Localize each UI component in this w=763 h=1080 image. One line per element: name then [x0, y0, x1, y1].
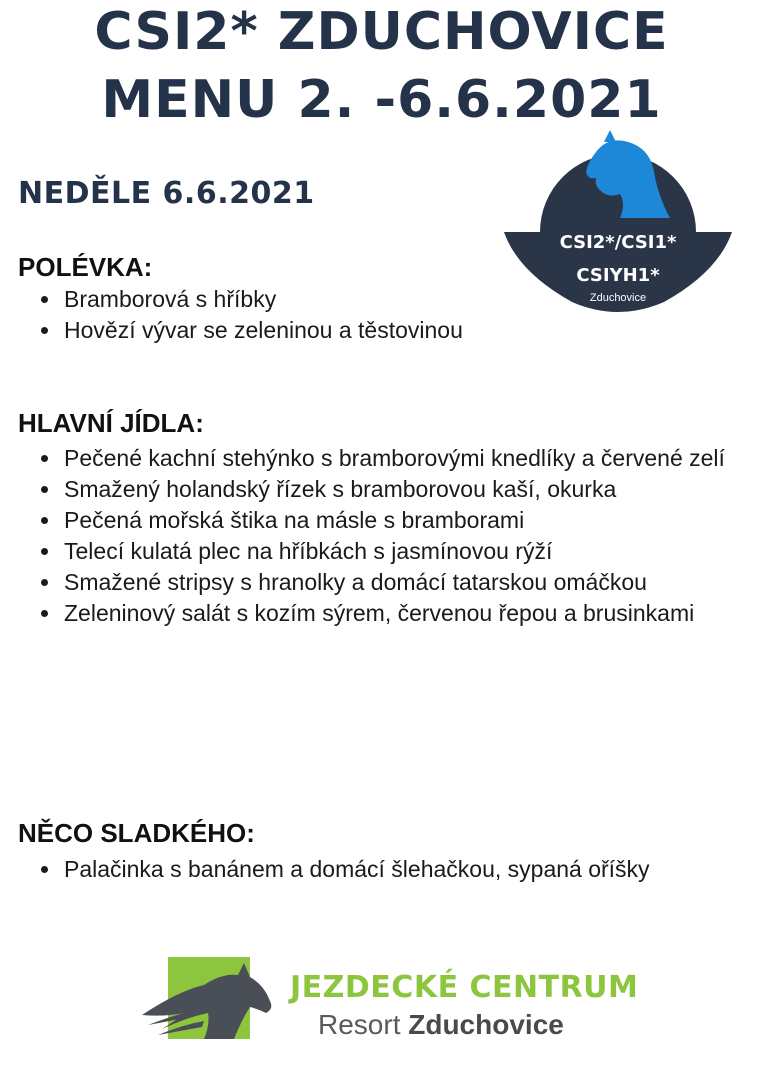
list-item: • Smažený holandský řízek s bramborovou kaší, okurka — [62, 474, 763, 505]
logo-subtitle — [318, 1009, 564, 1041]
badge-line-3: Zduchovice — [589, 292, 647, 304]
list-item: • Smažené stripsy s hranolky a domácí tatarskou omáčkou — [62, 567, 763, 598]
list-item: • Telecí kulatá plec na hříbkách s jasmínovou rýží — [62, 536, 763, 567]
list-item: • Pečená mořská štika na másle s bramborami — [62, 505, 763, 536]
section-heading-main: HLAVNÍ JÍDLA: — [18, 408, 204, 438]
dessert-list — [30, 854, 763, 885]
logo-subtitle-bold: Zduchovice — [408, 1009, 564, 1040]
badge-line-2: CSIYH1* — [576, 265, 660, 286]
day-heading: NEDĚLE 6.6.2021 — [18, 176, 315, 211]
section-heading-soup: POLÉVKA: — [18, 252, 153, 282]
list-item: • Hovězí vývar se zeleninou a těstovinou — [62, 315, 702, 346]
list-item: • Bramborová s hříbky — [62, 284, 702, 315]
logo-title: JEZDECKÉ CENTRUM — [290, 970, 639, 1005]
title-line-1: CSI2* ZDUCHOVICE — [94, 2, 669, 62]
title-line-2: MENU 2. -6.6.2021 — [101, 70, 662, 130]
list-item: • Pečené kachní stehýnko s bramborovými knedlíky a červené zelí — [62, 443, 763, 474]
logo-subtitle-light: Resort — [318, 1009, 409, 1040]
list-item: • Palačinka s banánem a domácí šlehačkou, sypaná oříšky — [62, 854, 763, 885]
badge-line-1: CSI2*/CSI1* — [559, 232, 677, 253]
soup-list — [30, 284, 702, 346]
main-dishes-list — [30, 443, 763, 629]
list-item: • Zeleninový salát s kozím sýrem, červenou řepou a brusinkami — [62, 598, 763, 629]
section-heading-dessert: NĚCO SLADKÉHO: — [18, 818, 255, 848]
